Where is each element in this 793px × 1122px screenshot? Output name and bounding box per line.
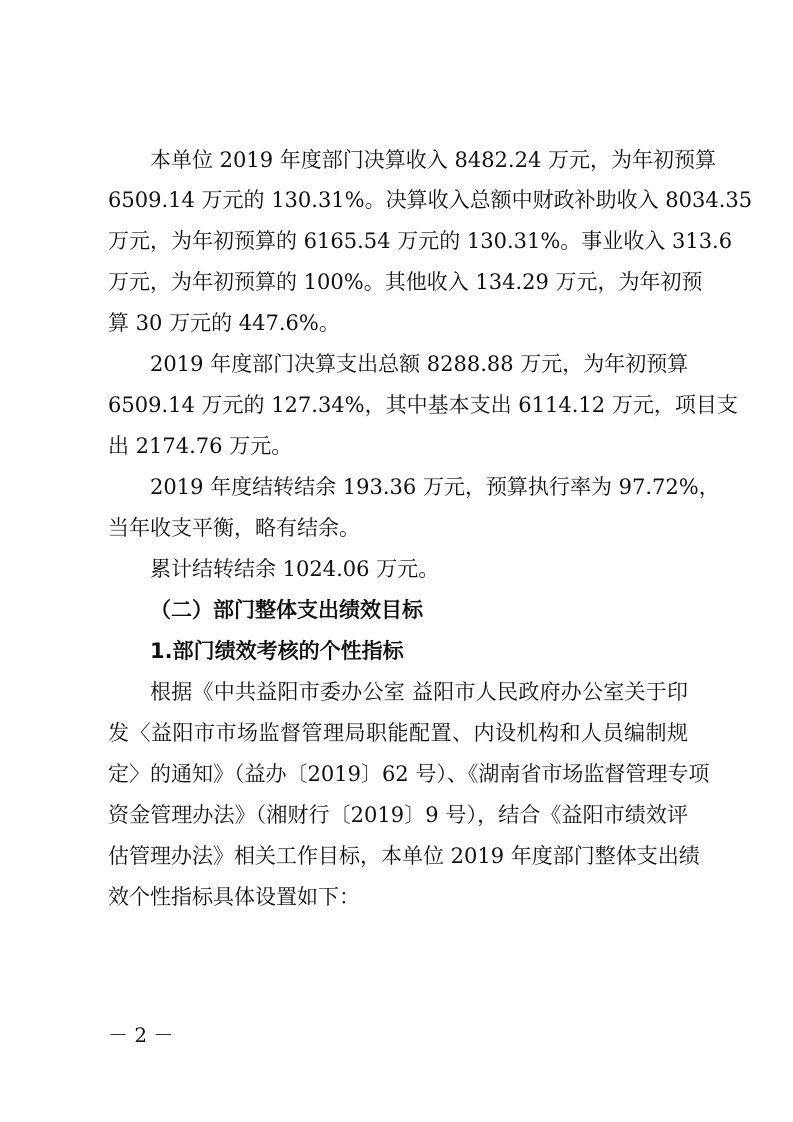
paragraph-5-line-5: 估管理办法》相关工作目标，本单位 2019 年度部门整体支出绩 [108,844,700,868]
paragraph-3-line-2: 当年收支平衡，略有结余。 [108,516,360,540]
paragraph-1-line-4: 万元，为年初预算的 100%。其他收入 134.29 万元，为年初预 [108,270,703,294]
paragraph-1-line-2: 6509.14 万元的 130.31%。决算收入总额中财政补助收入 8034.35 [108,188,753,212]
section-heading: （二）部门整体支出绩效目标 [150,598,423,622]
paragraph-2-line-3: 出 2174.76 万元。 [108,434,293,458]
paragraph-2-line-1: 2019 年度部门决算支出总额 8288.88 万元，为年初预算 [150,352,689,376]
paragraph-5-line-2: 发〈益阳市市场监督管理局职能配置、内设机构和人员编制规 [108,721,688,745]
paragraph-3-line-1: 2019 年度结转结余 193.36 万元，预算执行率为 97.72%， [150,475,720,499]
paragraph-5-line-4: 资金管理办法》（湘财行〔2019〕9 号），结合《益阳市绩效评 [108,803,688,827]
paragraph-5-line-1: 根据《中共益阳市委办公室 益阳市人民政府办公室关于印 [150,680,688,704]
page-number: － 2 － [108,1023,174,1047]
paragraph-4-line-1: 累计结转结余 1024.06 万元。 [150,557,440,581]
paragraph-1-line-5: 算 30 万元的 447.6%。 [108,311,340,335]
paragraph-5-line-6: 效个性指标具体设置如下： [108,885,360,909]
paragraph-2-line-2: 6509.14 万元的 127.34%，其中基本支出 6114.12 万元，项目支 [108,393,738,417]
subsection-heading: 1.部门绩效考核的个性指标 [150,639,404,663]
paragraph-1-line-3: 万元，为年初预算的 6165.54 万元的 130.31%。事业收入 313.6 [108,229,733,253]
paragraph-5-line-3: 定〉的通知》（益办〔2019〕62 号）、《湖南省市场监督管理专项 [108,762,710,786]
paragraph-1-line-1: 本单位 2019 年度部门决算收入 8482.24 万元，为年初预算 [150,148,716,172]
